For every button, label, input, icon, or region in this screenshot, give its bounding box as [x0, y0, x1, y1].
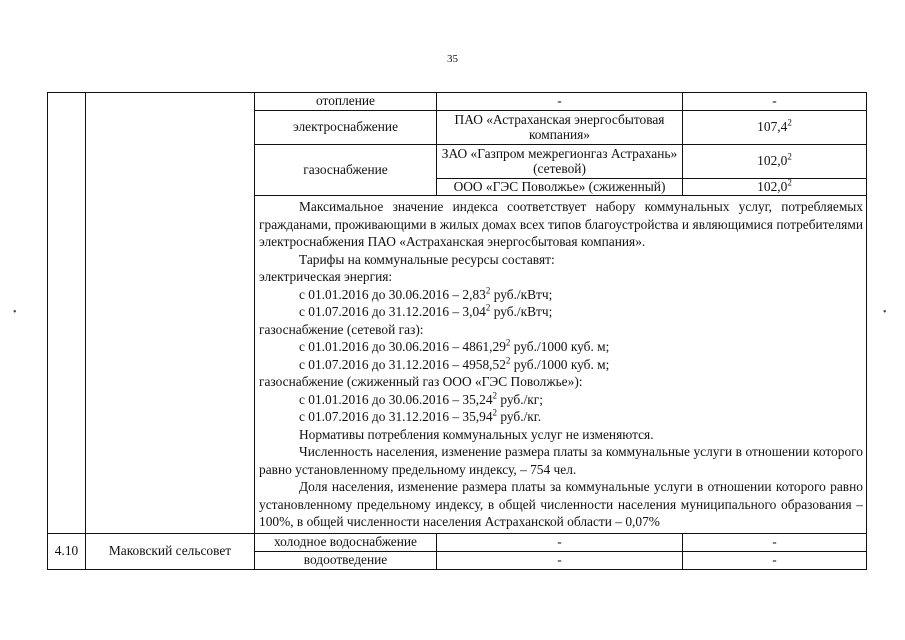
tariffs-intro: Тарифы на коммунальные ресурсы составят:: [299, 251, 555, 267]
provider-cell: ООО «ГЭС Поволжье» (сжиженный): [437, 179, 683, 196]
share-paragraph: Доля населения, изменение размера платы за коммунальные услуги в отношении которого равно установленному предельному индексу, в общей численности населения муниципального образования – 100%, в общей численности населения Астраханской области – 0,07%: [259, 479, 863, 529]
electric-heading: электрическая энергия:: [259, 269, 393, 284]
electric-tariff-1: [259, 286, 863, 304]
footnote-mark: 2: [492, 407, 498, 418]
provider-cell: -: [437, 551, 683, 569]
scan-mark-left: •: [13, 307, 17, 318]
tariff-period: с 01.07.2016 до 31.12.2016 – 3,04: [299, 304, 486, 319]
gas-network-tariff-2: [259, 356, 863, 374]
entry-number-cell: 4.10: [48, 533, 86, 569]
gas-lpg-heading: газоснабжение (сжиженный газ ООО «ГЭС Поволжье»):: [259, 374, 583, 389]
service-cell: электроснабжение: [255, 111, 437, 145]
footnote-mark: 2: [505, 355, 511, 366]
service-cell: отопление: [255, 93, 437, 111]
tariff-table: [47, 92, 867, 570]
tariff-unit: руб./кВтч;: [490, 304, 553, 319]
footnote-mark: 2: [485, 302, 491, 313]
tariff-period: с 01.01.2016 до 30.06.2016 – 2,83: [299, 286, 486, 302]
entry-name-cell: [86, 93, 255, 534]
index-value: 102,0: [757, 178, 788, 194]
scan-mark-right: •: [883, 307, 887, 318]
tariff-period: с 01.07.2016 до 31.12.2016 – 35,94: [299, 409, 493, 424]
service-cell: газоснабжение: [255, 145, 437, 196]
index-value: 107,4: [757, 119, 788, 135]
table-row-next-entry: [48, 533, 867, 551]
index-cell: [683, 111, 867, 145]
tariff-unit: руб./кг.: [497, 409, 542, 424]
provider-cell: -: [437, 93, 683, 111]
gas-network-tariff-1: [259, 338, 863, 356]
index-cell: -: [683, 551, 867, 569]
description-cell: [255, 196, 867, 534]
provider-cell: ПАО «Астраханская энергосбытовая компания»: [437, 111, 683, 145]
footnote-mark: 2: [485, 285, 491, 296]
entry-name-cell: Маковский сельсовет: [86, 533, 255, 569]
tariff-period: с 01.01.2016 до 30.06.2016 – 4861,29: [299, 339, 506, 354]
tariff-unit: руб./кВтч;: [490, 286, 553, 302]
norms-paragraph: Нормативы потребления коммунальных услуг не изменяются.: [299, 426, 654, 442]
index-cell: -: [683, 533, 867, 551]
footnote-mark: 2: [505, 337, 511, 348]
gas-network-heading: газоснабжение (сетевой газ):: [259, 321, 424, 337]
electric-tariff-2: [259, 303, 863, 321]
footnote-mark: 2: [787, 177, 792, 188]
index-cell: [683, 145, 867, 179]
provider-cell: -: [437, 533, 683, 551]
index-cell: -: [683, 93, 867, 111]
tariff-table-page: [47, 92, 866, 570]
max-index-paragraph: Максимальное значение индекса соответствует набору коммунальных услуг, потребляемых гражданами, проживающими в жилых домах всех типов благоустройства и являющимися потребителями электроснабжения ПАО «Астраханская энергосбытовая компания».: [259, 199, 863, 249]
footnote-mark: 2: [492, 390, 498, 401]
population-paragraph: Численность населения, изменение размера платы за коммунальные услуги в отношении которого равно установленному предельному индексу, – 754 чел.: [259, 444, 863, 477]
tariff-unit: руб./1000 куб. м;: [510, 356, 610, 372]
service-cell: холодное водоснабжение: [255, 533, 437, 551]
service-cell: водоотведение: [255, 551, 437, 569]
page-number: 35: [447, 53, 458, 65]
footnote-mark: 2: [787, 151, 792, 162]
footnote-mark: 2: [787, 117, 792, 128]
entry-number-cell: [48, 93, 86, 534]
tariff-period: с 01.01.2016 до 30.06.2016 – 35,24: [299, 391, 493, 407]
tariff-period: с 01.07.2016 до 31.12.2016 – 4958,52: [299, 356, 506, 372]
table-row-heating: [48, 93, 867, 111]
gas-lpg-tariff-2: [259, 408, 863, 426]
gas-lpg-tariff-1: [259, 391, 863, 409]
index-value: 102,0: [757, 153, 788, 169]
provider-cell: ЗАО «Газпром межрегионгаз Астрахань» (сетевой): [437, 145, 683, 179]
tariff-unit: руб./кг;: [497, 391, 544, 407]
tariff-unit: руб./1000 куб. м;: [510, 339, 610, 354]
index-cell: [683, 179, 867, 196]
